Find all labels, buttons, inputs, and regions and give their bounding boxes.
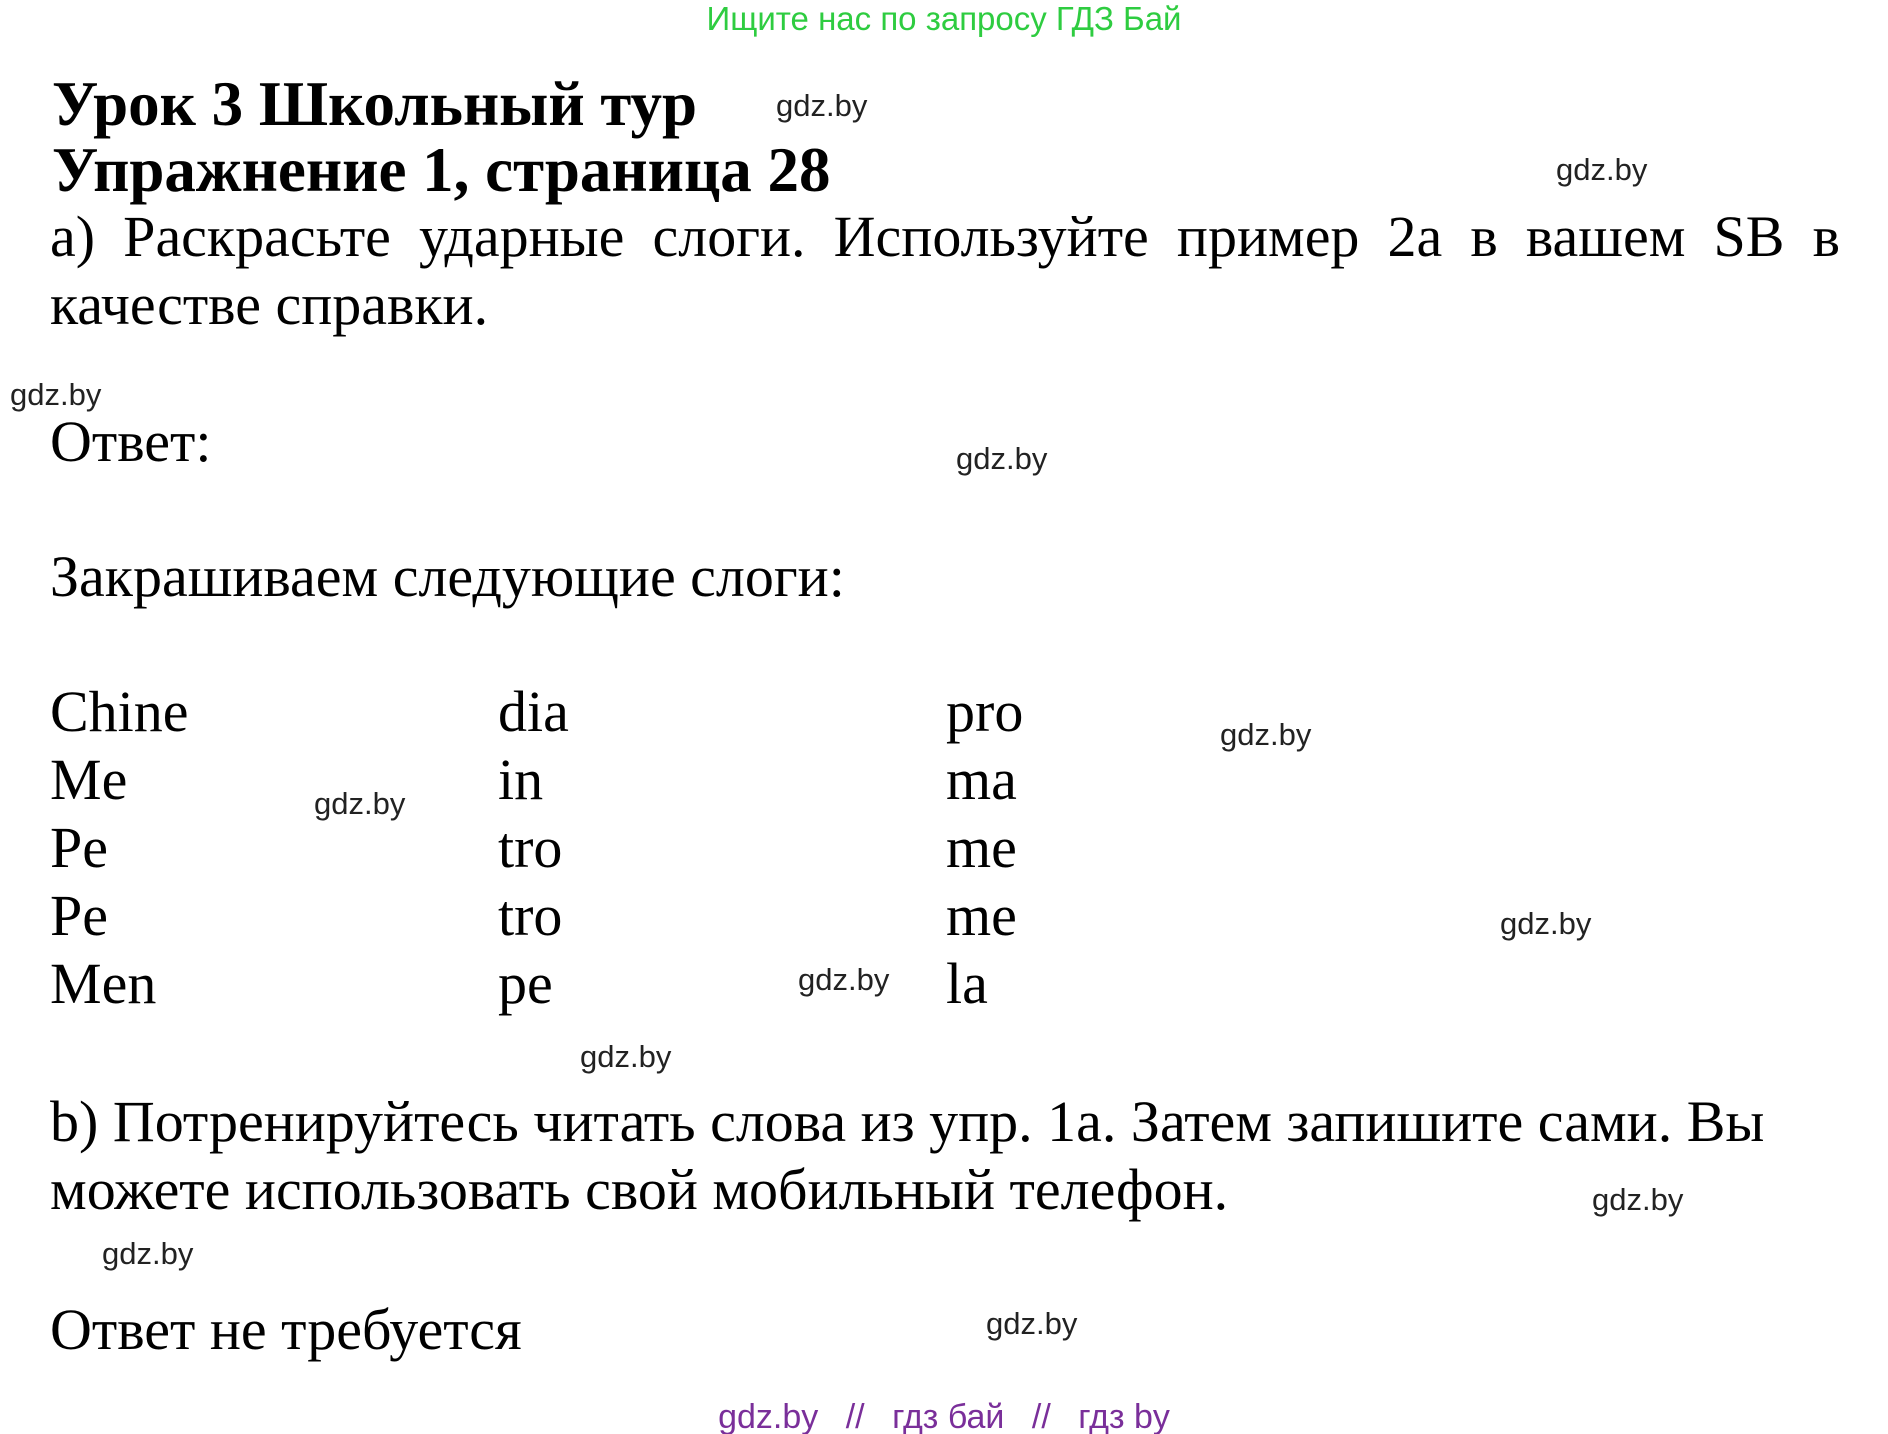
watermark: gdz.by: [1500, 906, 1592, 941]
watermark: gdz.by: [798, 962, 890, 997]
syllable-cell: Chine: [50, 679, 189, 744]
syllable-cell: in: [498, 747, 544, 812]
task-b-text: b) Потренируйтесь читать слова из упр. 1a. Затем запишите сами. Вы можете использовать свой мобильный телефон.: [50, 1089, 1765, 1222]
syllable-cell: la: [946, 951, 988, 1016]
watermark: gdz.by: [314, 786, 406, 821]
watermark: gdz.by: [986, 1306, 1078, 1341]
syllable-cell: dia: [498, 679, 569, 744]
syllable-cell: pe: [498, 951, 553, 1016]
watermark: gdz.by: [1220, 717, 1312, 752]
lesson-title: Урок 3 Школьный тур: [52, 69, 698, 139]
syllable-cell: Pe: [50, 815, 108, 880]
syllable-cell: ma: [946, 747, 1017, 812]
search-banner: Ищите нас по запросу ГДЗ Бай: [706, 0, 1182, 37]
answer-label: Ответ:: [50, 409, 212, 474]
footer-link-gdz-bai[interactable]: гдз бай: [892, 1398, 1005, 1434]
footer-separator: //: [845, 1398, 865, 1434]
watermark: gdz.by: [956, 441, 1048, 476]
syllable-cell: Men: [50, 951, 157, 1016]
watermark: gdz.by: [580, 1039, 672, 1074]
watermark: gdz.by: [102, 1236, 194, 1271]
syllable-cell: me: [946, 815, 1017, 880]
syllable-cell: tro: [498, 883, 563, 948]
task-a-text: a) Раскрасьте ударные слоги. Используйте пример 2a в вашем SB в качестве справки.: [50, 204, 1840, 337]
syllable-cell: Me: [50, 747, 128, 812]
answer-intro: Закрашиваем следующие слоги:: [50, 544, 845, 609]
syllable-cell: tro: [498, 815, 563, 880]
syllable-cell: Pe: [50, 883, 108, 948]
footer-link-gdz-by-cyr[interactable]: гдз by: [1078, 1398, 1170, 1434]
answer-b: Ответ не требуется: [50, 1297, 522, 1362]
watermark: gdz.by: [10, 377, 102, 412]
footer-link-gdz-by[interactable]: gdz.by: [718, 1398, 819, 1434]
watermark: gdz.by: [776, 88, 868, 123]
syllable-cell: me: [946, 883, 1017, 948]
exercise-title: Упражнение 1, страница 28: [52, 135, 831, 205]
watermark: gdz.by: [1592, 1182, 1684, 1217]
syllable-cell: pro: [946, 679, 1024, 744]
footer-links: [0, 1398, 1888, 1434]
footer-separator: //: [1031, 1398, 1051, 1434]
watermark: gdz.by: [1556, 152, 1648, 187]
